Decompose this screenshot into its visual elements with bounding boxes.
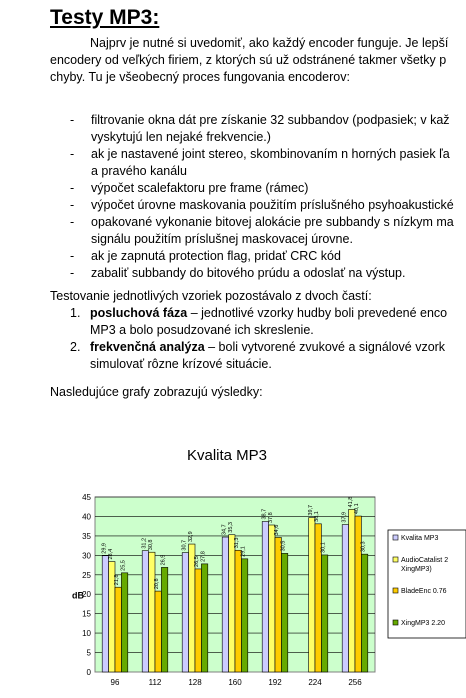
- legend-swatch: [393, 557, 398, 562]
- legend-label: XingMP3 2.20: [401, 620, 445, 627]
- intro-line: encodery od veľkých firiem, z ktorých sú už odstránené takmer všetky p: [50, 53, 447, 67]
- y-tick-label: 0: [86, 668, 91, 677]
- intro-paragraph: [50, 35, 466, 86]
- data-label: 31,3: [234, 537, 241, 549]
- data-label: 20,8: [154, 578, 161, 590]
- numbered-item: [50, 305, 466, 322]
- bar: [355, 516, 361, 672]
- bullet-text: výpočet úrovne maskovania použitím príslušného psyhoakustické: [91, 198, 454, 212]
- testing-intro: Testovanie jednotlivých vzoriek pozostávalo z dvoch častí:: [50, 289, 372, 303]
- y-tick-label: 45: [82, 493, 91, 502]
- x-tick-label: 96: [110, 678, 120, 687]
- item-number: 2.: [70, 340, 81, 354]
- bullet-text: ak je zapnutá protection flag, pridať CRC kód: [91, 249, 341, 263]
- process-bullet-list: [50, 112, 466, 282]
- bar: [222, 537, 228, 672]
- bar: [142, 551, 148, 672]
- bar: [155, 591, 161, 672]
- data-label: 41,8: [347, 496, 354, 508]
- numbered-continuation: MP3 a bolo posudzované ich skreslenie.: [90, 323, 314, 337]
- bar: [201, 564, 207, 672]
- y-tick-label: 30: [82, 551, 91, 561]
- bullet-dash: -: [70, 198, 75, 212]
- bullet-item: [50, 146, 466, 163]
- outro-paragraph: [50, 384, 466, 401]
- x-tick-label: 112: [148, 678, 162, 687]
- bullet-text: ak je nastavené joint stereo, skombinovaním n horných pasiek ľa: [91, 147, 450, 161]
- data-label: 25,5: [120, 560, 127, 571]
- data-label: 29,9: [101, 543, 108, 554]
- testing-section: [50, 288, 466, 373]
- data-label: 29,1: [240, 546, 247, 557]
- legend-label: BladeEnc 0.76: [401, 588, 447, 595]
- bullet-text: výpočet scalefaktoru pre frame (rámec): [91, 181, 309, 195]
- bullet-dash: -: [70, 113, 75, 127]
- bar: [281, 553, 287, 672]
- bullet-continuation: vyskytujú len nejaké frekvencie.): [91, 130, 271, 144]
- bar: [275, 537, 281, 672]
- bullet-item: [50, 265, 466, 282]
- outro-text: Nasledujúce grafy zobrazujú výsledky:: [50, 385, 263, 399]
- y-tick-label: 25: [82, 570, 91, 580]
- item-bold-term: posluchová fáza: [90, 306, 188, 320]
- y-axis-label: dB: [72, 590, 84, 601]
- data-label: 34,6: [274, 524, 281, 536]
- data-label: 30,8: [147, 539, 154, 551]
- data-label: 28,4: [107, 548, 114, 560]
- page-title: Testy MP3:: [50, 6, 160, 29]
- bullet-item: [50, 214, 466, 231]
- bar: [269, 525, 275, 672]
- data-label: 32,9: [187, 531, 194, 543]
- bar: [161, 567, 167, 672]
- legend-swatch: [393, 620, 398, 625]
- legend-label: AudioCatalist 2: [401, 557, 449, 564]
- data-label: 30,3: [360, 541, 367, 553]
- data-label: 38,1: [314, 511, 321, 522]
- bar: [229, 535, 235, 672]
- bullet-text: zabaliť subbandy do bitového prúdu a odoslať na výstup.: [91, 266, 406, 280]
- bullet-item: [50, 197, 466, 214]
- bullet-item: [50, 112, 466, 129]
- bullet-continuation: a pravého kanálu: [91, 164, 187, 178]
- data-label: 39,7: [307, 504, 314, 516]
- y-tick-label: 10: [82, 629, 91, 639]
- chart-title: Kvalita MP3: [186, 447, 268, 464]
- bar: [241, 559, 247, 672]
- bar: [349, 509, 355, 672]
- bullet-text: opakované vykonanie bitovej alokácie pre subbandy s nízkym ma: [91, 215, 454, 229]
- bar: [262, 522, 268, 673]
- bar: [102, 556, 108, 672]
- bar: [182, 553, 188, 672]
- bullet-item: [50, 248, 466, 265]
- bar: [342, 525, 348, 672]
- bullet-dash: -: [70, 249, 75, 263]
- bullet-item: [50, 180, 466, 197]
- data-label: 31,2: [141, 537, 148, 549]
- bar: [121, 573, 127, 672]
- chart-svg: [72, 440, 466, 693]
- bullet-dash: -: [70, 215, 75, 229]
- data-label: 37,9: [341, 511, 348, 523]
- y-tick-label: 20: [82, 590, 91, 600]
- bar: [235, 550, 241, 672]
- data-label: 26,5: [194, 556, 201, 567]
- data-label: 37,8: [267, 512, 274, 523]
- bar: [321, 555, 327, 672]
- bullet-dash: -: [70, 147, 75, 161]
- numbered-continuation: simulovať rôzne krízové situácie.: [90, 357, 272, 371]
- x-tick-label: 256: [348, 678, 362, 687]
- item-number: 1.: [70, 306, 81, 320]
- item-bold-term: frekvenčná analýza: [90, 340, 205, 354]
- legend-swatch: [393, 588, 398, 593]
- legend-swatch: [393, 535, 398, 540]
- data-label: 30,1: [320, 542, 327, 553]
- intro-line: chyby. Tu je všeobecný proces fungovania encoderov:: [50, 70, 350, 84]
- bar: [195, 569, 201, 672]
- y-tick-label: 40: [82, 512, 91, 522]
- bullet-continuation: signálu použitím príslušnej maskovacej úrovne.: [91, 232, 353, 246]
- data-label: 38,7: [261, 508, 268, 520]
- numbered-item: [50, 339, 466, 356]
- bar: [361, 554, 367, 672]
- quality-chart: [72, 440, 466, 693]
- x-tick-label: 224: [308, 678, 322, 687]
- data-label: 40,1: [354, 503, 361, 515]
- y-tick-label: 5: [86, 648, 91, 658]
- bar: [149, 552, 155, 672]
- x-tick-label: 192: [268, 678, 282, 687]
- legend-label: XingMP3): [401, 566, 432, 573]
- data-label: 30,7: [181, 539, 188, 551]
- bar: [309, 518, 315, 672]
- y-tick-label: 35: [82, 531, 91, 541]
- item-text: – boli vytvorené zvukové a signálové vzork: [204, 340, 446, 354]
- x-tick-label: 128: [188, 678, 202, 687]
- bullet-dash: -: [70, 266, 75, 280]
- legend-label: Kvalita MP3: [401, 535, 439, 542]
- data-label: 21,8: [114, 574, 121, 586]
- intro-line: Najprv je nutné si uvedomiť, ako každý encoder funguje. Je lepší: [90, 36, 449, 50]
- data-label: 34,7: [221, 524, 228, 536]
- bullet-dash: -: [70, 181, 75, 195]
- bar: [115, 587, 121, 672]
- bullet-text: filtrovanie okna dát pre získanie 32 subbandov (podpasiek; v kaž: [91, 113, 450, 127]
- data-label: 30,5: [280, 540, 287, 552]
- item-text: – jednotlivé vzorky hudby boli prevedené enco: [187, 306, 448, 320]
- y-tick-label: 15: [82, 609, 91, 619]
- data-label: 27,8: [200, 551, 207, 562]
- data-label: 26,9: [160, 554, 167, 566]
- data-label: 35,3: [227, 522, 234, 533]
- x-tick-label: 160: [228, 678, 242, 687]
